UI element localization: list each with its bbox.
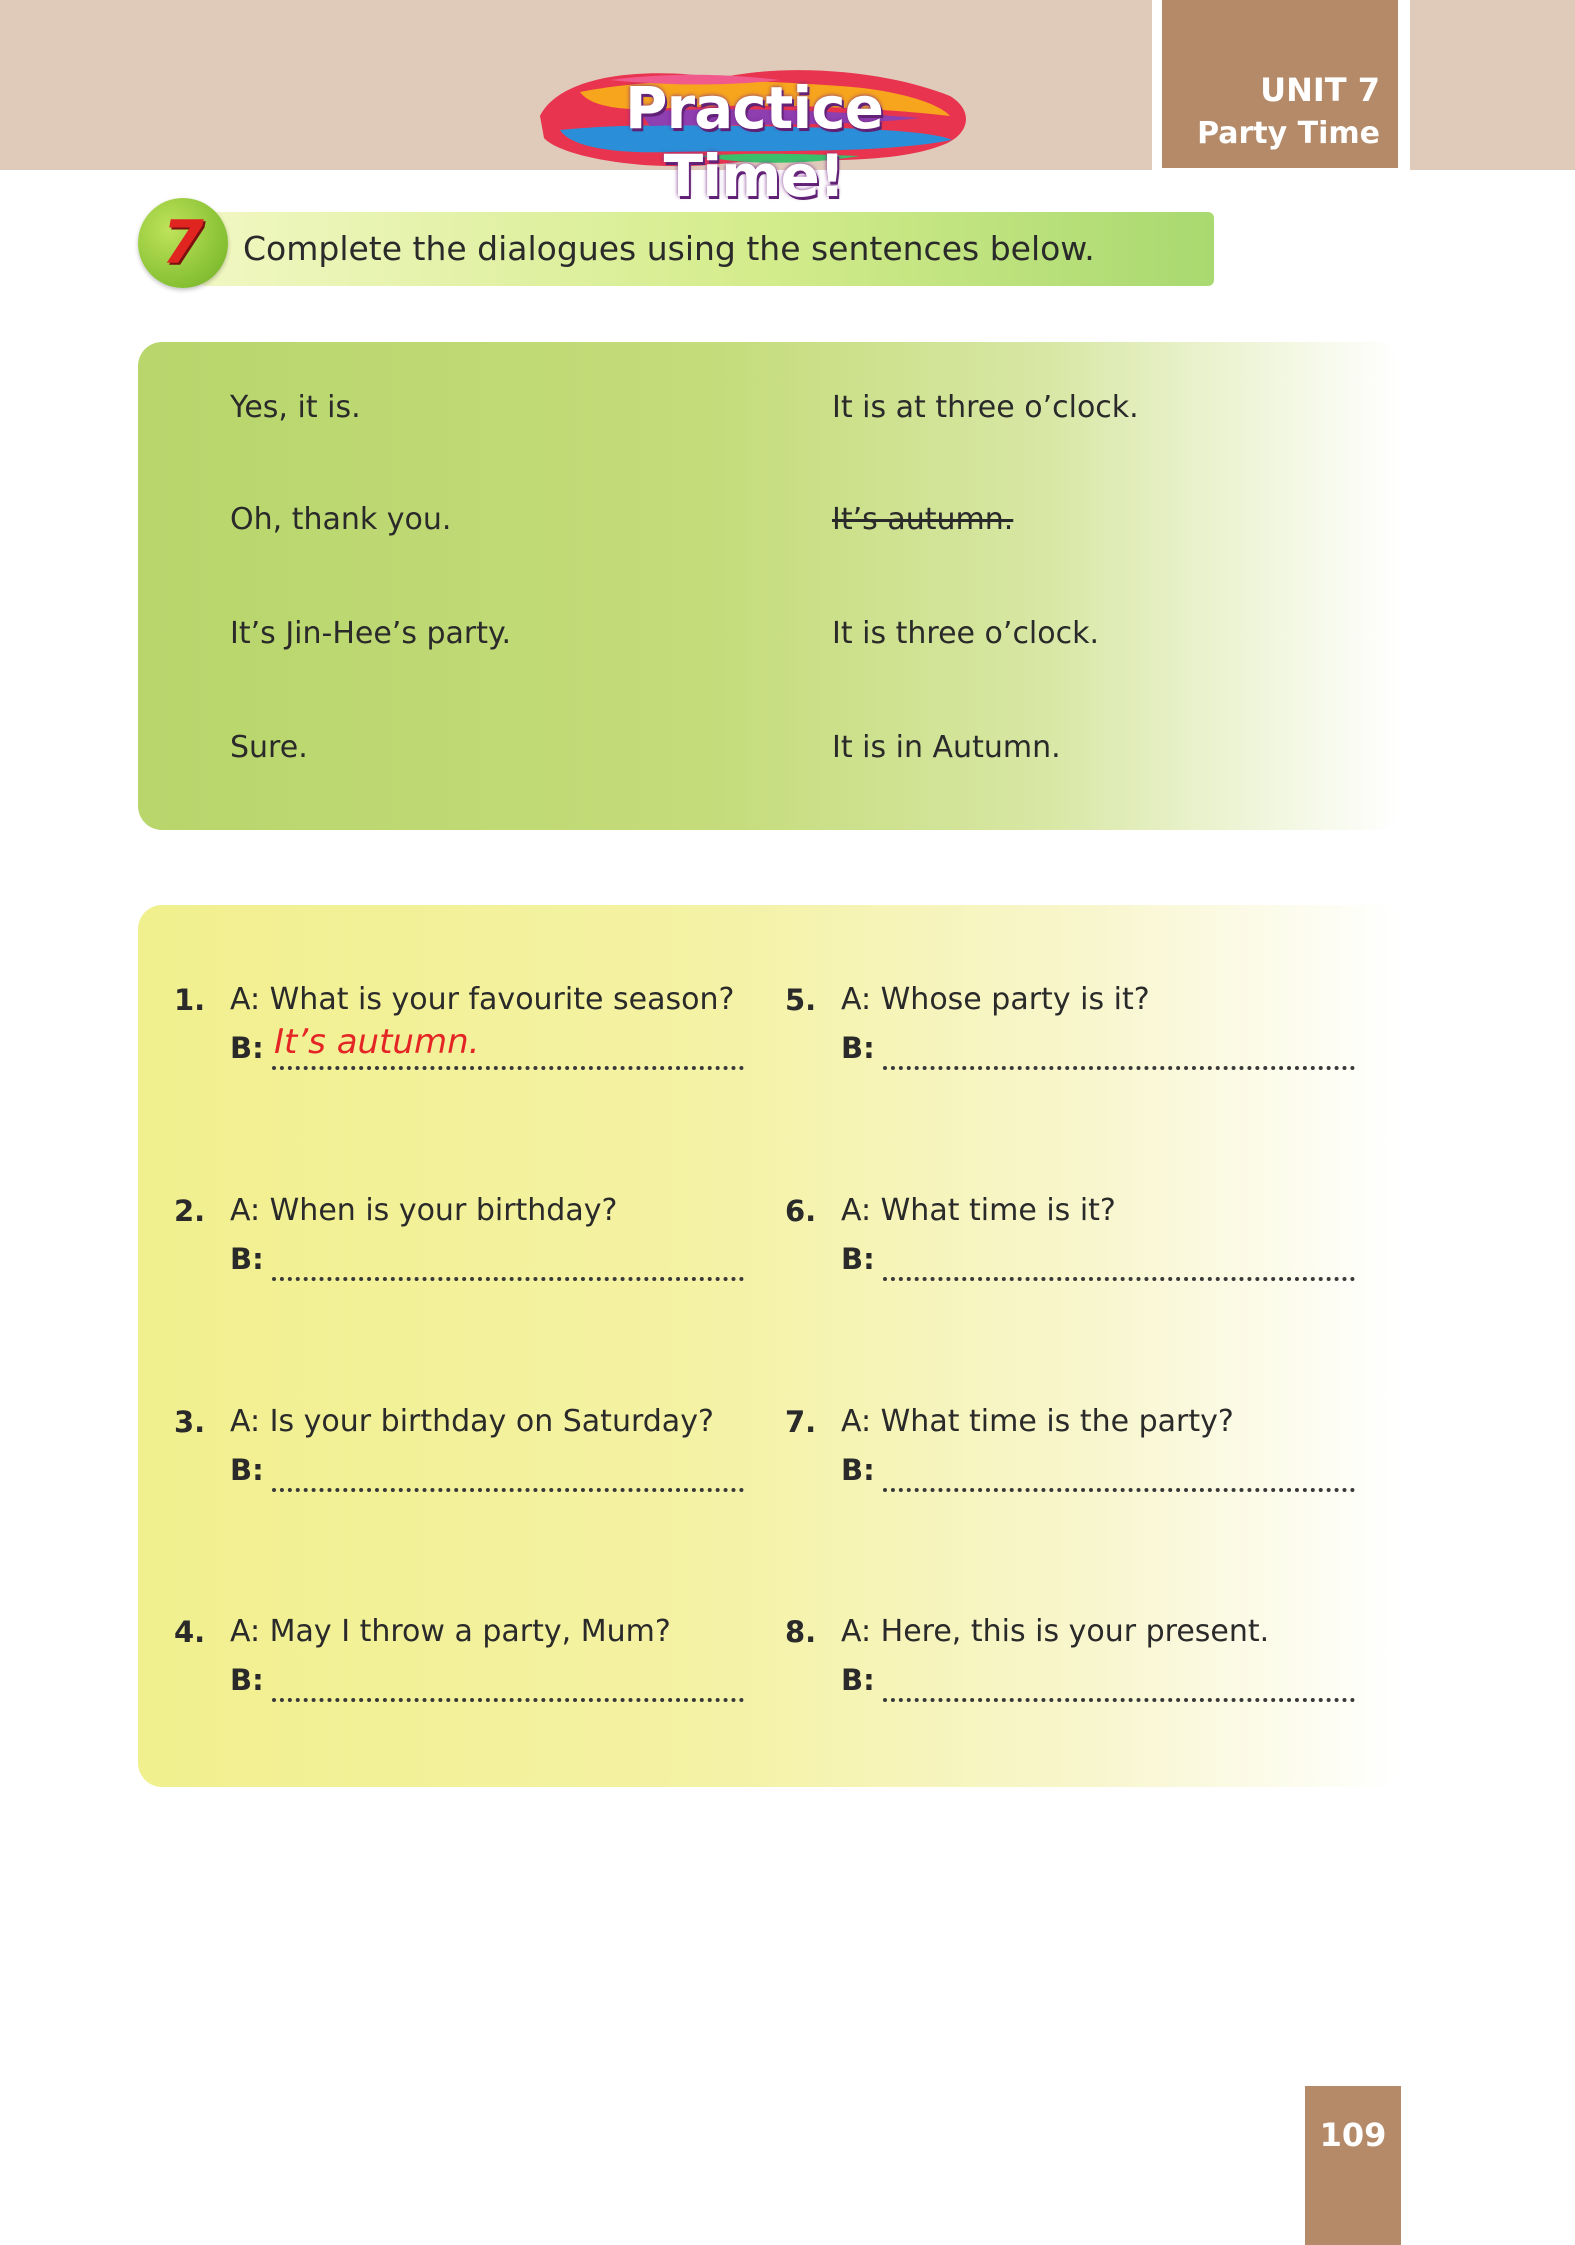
instruction-text: Complete the dialogues using the sentences below. (243, 229, 1095, 268)
dialogue-item (785, 980, 1345, 1090)
header-divider-right (1398, 0, 1410, 170)
speaker-b-label: B: (230, 1031, 264, 1065)
speaker-b-label: B: (841, 1242, 875, 1276)
speaker-a-line: A: May I throw a party, Mum? (230, 1614, 671, 1649)
speaker-b-label: B: (230, 1242, 264, 1276)
answer-blank[interactable] (272, 1066, 744, 1070)
speaker-a-line: A: Here, this is your present. (841, 1614, 1270, 1649)
dialogue-item (785, 1612, 1345, 1722)
exercise-number-badge: 7 (138, 198, 228, 288)
item-number: 2. (174, 1194, 206, 1228)
item-number: 4. (174, 1615, 206, 1649)
dialogue-item (174, 1402, 734, 1512)
answer-blank[interactable] (272, 1698, 744, 1702)
speaker-b-label: B: (230, 1663, 264, 1697)
dialogue-item (174, 1191, 734, 1301)
logo-text: Practice Time! (625, 74, 883, 210)
speaker-b-label: B: (841, 1663, 875, 1697)
speaker-b-label: B: (841, 1031, 875, 1065)
dialogue-item (785, 1191, 1345, 1301)
dialogue-panel (138, 905, 1400, 1787)
handwritten-answer: It’s autumn. (274, 1022, 480, 1062)
bank-sentence: Oh, thank you. (230, 502, 452, 537)
answer-blank[interactable] (272, 1277, 744, 1281)
bank-sentence: It is three o’clock. (832, 616, 1100, 651)
bank-sentence: Sure. (230, 730, 308, 765)
page-number: 109 (1305, 2086, 1401, 2245)
dialogue-item (785, 1402, 1345, 1512)
item-number: 3. (174, 1405, 206, 1439)
speaker-b-label: B: (841, 1453, 875, 1487)
item-number: 6. (785, 1194, 817, 1228)
speaker-a-line: A: What is your favourite season? (230, 982, 735, 1017)
practice-time-logo (520, 56, 980, 210)
answer-blank[interactable] (883, 1277, 1355, 1281)
answer-blank[interactable] (883, 1066, 1355, 1070)
unit-name: Party Time (1197, 116, 1380, 151)
dialogue-item (174, 980, 734, 1090)
speaker-a-line: A: What time is it? (841, 1193, 1116, 1228)
item-number: 1. (174, 983, 206, 1017)
item-number: 8. (785, 1615, 817, 1649)
speaker-b-label: B: (230, 1453, 264, 1487)
answer-blank[interactable] (272, 1488, 744, 1492)
item-number: 5. (785, 983, 817, 1017)
sentence-bank (138, 342, 1400, 830)
bank-sentence: Yes, it is. (230, 390, 361, 425)
header-divider (1152, 0, 1162, 170)
speaker-a-line: A: Whose party is it? (841, 982, 1150, 1017)
answer-blank[interactable] (883, 1698, 1355, 1702)
bank-sentence: It is at three o’clock. (832, 390, 1139, 425)
item-number: 7. (785, 1405, 817, 1439)
header-band-right (1410, 0, 1575, 170)
dialogue-item (174, 1612, 734, 1722)
bank-sentence-crossed-out: It’s autumn. (832, 502, 1014, 537)
speaker-a-line: A: When is your birthday? (230, 1193, 618, 1228)
unit-number: UNIT 7 (1260, 71, 1380, 109)
bank-sentence: It’s Jin-Hee’s party. (230, 616, 512, 651)
bank-sentence: It is in Autumn. (832, 730, 1061, 765)
speaker-a-line: A: Is your birthday on Saturday? (230, 1404, 714, 1439)
unit-tab (1162, 0, 1398, 168)
answer-blank[interactable] (883, 1488, 1355, 1492)
speaker-a-line: A: What time is the party? (841, 1404, 1234, 1439)
